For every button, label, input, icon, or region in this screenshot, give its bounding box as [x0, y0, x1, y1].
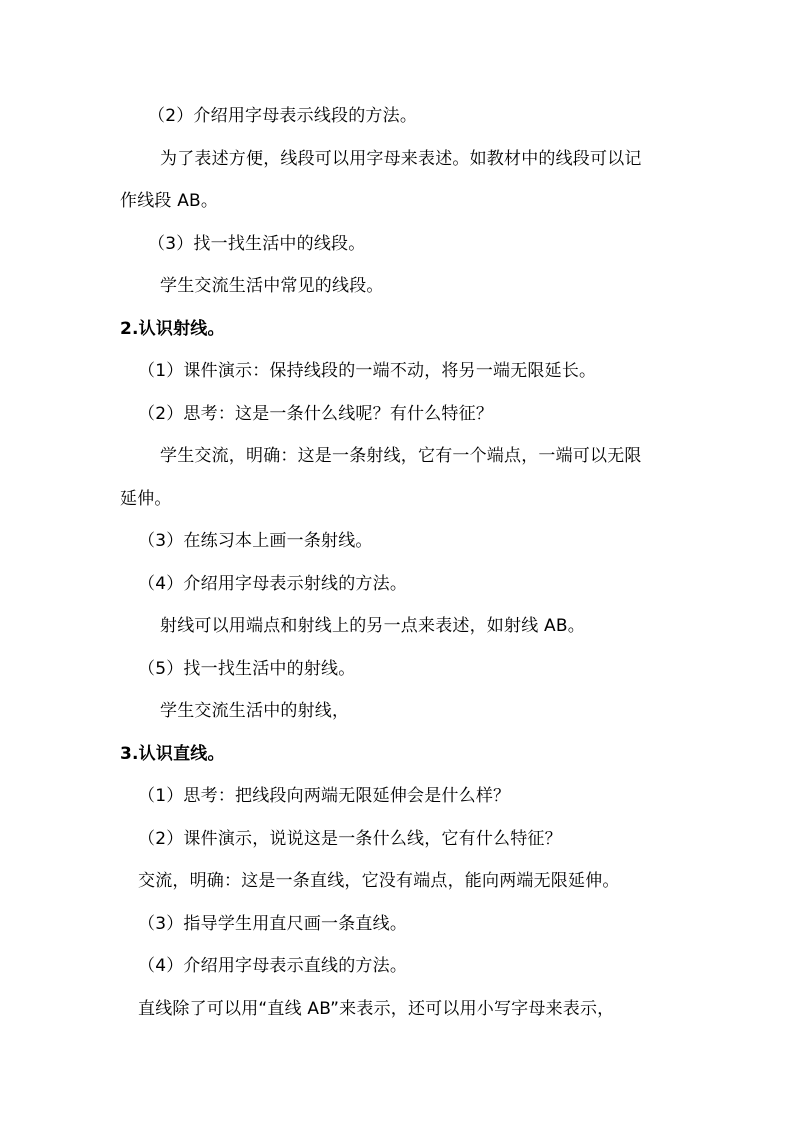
paragraph-line: 延伸。	[120, 489, 172, 509]
paragraph-line: （2）思考：这是一条什么线呢？有什么特征？	[138, 404, 494, 424]
paragraph-line: 学生交流生活中的射线，	[160, 701, 350, 721]
paragraph-line: （1）课件演示：保持线段的一端不动，将另一端无限延长。	[138, 361, 597, 381]
paragraph-line: （3）找一找生活中的线段。	[148, 234, 366, 254]
paragraph-line: （2）课件演示，说说这是一条什么线，它有什么特征？	[138, 829, 562, 849]
paragraph-line: 作线段 AB。	[120, 191, 219, 211]
paragraph-line: （3）指导学生用直尺画一条直线。	[138, 914, 408, 934]
paragraph-line: （5）找一找生活中的射线。	[138, 659, 356, 679]
paragraph-line: （2）介绍用字母表示线段的方法。	[148, 106, 418, 126]
paragraph-line: 直线除了可以用“直线 AB”来表示，还可以用小写字母来表示，	[138, 999, 615, 1019]
section-heading: 3.认识直线。	[120, 744, 225, 764]
paragraph-line: 交流，明确：这是一条直线，它没有端点，能向两端无限延伸。	[138, 871, 620, 891]
paragraph-line: 学生交流，明确：这是一条射线，它有一个端点，一端可以无限	[160, 446, 642, 466]
paragraph-line: （4）介绍用字母表示射线的方法。	[138, 574, 408, 594]
section-heading: 2.认识射线。	[120, 319, 225, 339]
paragraph-line: （1）思考：把线段向两端无限延伸会是什么样？	[138, 786, 511, 806]
paragraph-line: 为了表述方便，线段可以用字母来表述。如教材中的线段可以记	[160, 149, 642, 169]
paragraph-line: 射线可以用端点和射线上的另一点来表述，如射线 AB。	[160, 616, 585, 636]
paragraph-line: 学生交流生活中常见的线段。	[160, 276, 384, 296]
paragraph-line: （3）在练习本上画一条射线。	[138, 531, 373, 551]
paragraph-line: （4）介绍用字母表示直线的方法。	[138, 956, 408, 976]
